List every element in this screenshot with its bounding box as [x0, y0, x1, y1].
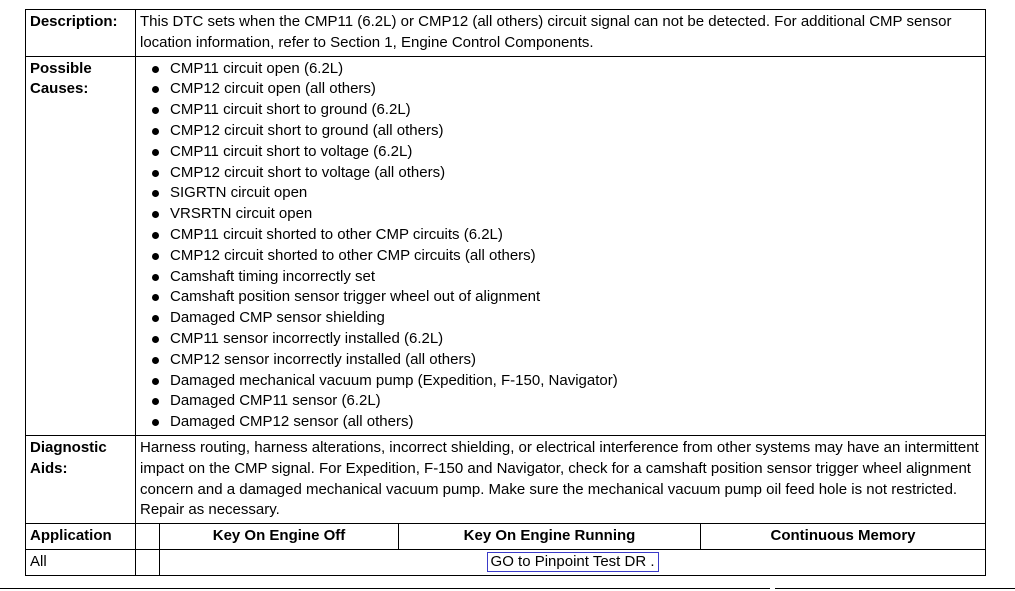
application-data-row: [26, 549, 986, 575]
application-value: All: [26, 549, 136, 575]
header-blank: [136, 524, 160, 550]
description-text: This DTC sets when the CMP11 (6.2L) or CMP12 (all others) circuit signal can not be detected. For additional CMP sensor location information, refer to Section 1, Engine Control Components.: [136, 10, 986, 57]
description-row: [26, 10, 986, 57]
cause-item: CMP12 sensor incorrectly installed (all others): [140, 350, 981, 371]
cause-item: VRSRTN circuit open: [140, 204, 981, 225]
blank-cell: [136, 549, 160, 575]
application-header-row: [26, 524, 986, 550]
action-cell: [160, 549, 986, 575]
cause-item: CMP11 circuit shorted to other CMP circuits (6.2L): [140, 225, 981, 246]
cause-item: CMP11 circuit short to voltage (6.2L): [140, 142, 981, 163]
cause-item: Damaged CMP11 sensor (6.2L): [140, 391, 981, 412]
header-continuous-memory: Continuous Memory: [701, 524, 986, 550]
pinpoint-test-link[interactable]: GO to Pinpoint Test DR .: [487, 552, 659, 572]
possible-causes-label: Possible Causes:: [26, 56, 136, 435]
cause-item: CMP11 circuit short to ground (6.2L): [140, 100, 981, 121]
description-label: Description:: [26, 10, 136, 57]
header-key-on-engine-off: Key On Engine Off: [160, 524, 399, 550]
cause-item: Damaged CMP sensor shielding: [140, 308, 981, 329]
diagnostic-aids-row: [26, 435, 986, 523]
cause-item: SIGRTN circuit open: [140, 183, 981, 204]
dtc-table: [25, 9, 986, 576]
possible-causes-cell: [136, 56, 986, 435]
diagnostic-aids-label: Diagnostic Aids:: [26, 435, 136, 523]
cause-item: CMP12 circuit short to voltage (all others): [140, 163, 981, 184]
page-bottom-rule: [0, 588, 770, 589]
header-key-on-engine-running: Key On Engine Running: [399, 524, 701, 550]
cause-item: CMP12 circuit open (all others): [140, 79, 981, 100]
cause-item: Camshaft position sensor trigger wheel out of alignment: [140, 287, 981, 308]
cause-item: CMP12 circuit short to ground (all others): [140, 121, 981, 142]
cause-item: Damaged mechanical vacuum pump (Expedition, F-150, Navigator): [140, 371, 981, 392]
possible-causes-list: [140, 59, 981, 433]
cause-item: Camshaft timing incorrectly set: [140, 267, 981, 288]
cause-item: Damaged CMP12 sensor (all others): [140, 412, 981, 433]
cause-item: CMP11 circuit open (6.2L): [140, 59, 981, 80]
cause-item: CMP12 circuit shorted to other CMP circuits (all others): [140, 246, 981, 267]
page-bottom-rule-right: [775, 588, 1015, 589]
diagnostic-aids-text: Harness routing, harness alterations, incorrect shielding, or electrical interference from other systems may have an intermittent impact on the CMP signal. For Expedition, F-150 and Navigator, check for a camshaft position sensor trigger wheel alignment concern and a damaged mechanical vacuum pump. Make sure the mechanical vacuum pump oil feed hole is not restricted. Repair as necessary.: [136, 435, 986, 523]
header-application: Application: [26, 524, 136, 550]
possible-causes-row: [26, 56, 986, 435]
cause-item: CMP11 sensor incorrectly installed (6.2L): [140, 329, 981, 350]
